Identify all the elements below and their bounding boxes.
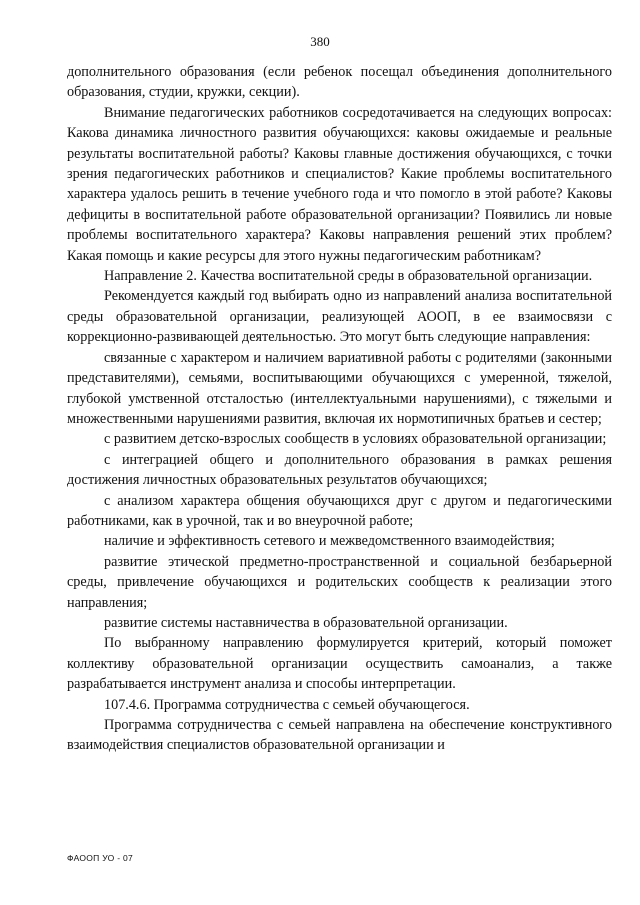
page-number: 380 bbox=[310, 34, 330, 49]
paragraph-questions: Внимание педагогических работников сосредотачивается на следующих вопросах: Какова динамика личностного развития обучающихся: каковы ожидаемые и реальные результаты воспитательной работы? Каковы главные достижения обучающихся, с точки зрения педагогических работников и специалистов? Какие проблемы воспитательного характера удалось решить в течение учебного года и что помогло в этой работе? Каковы дефициты в воспитательной работе образовательной организации? Появились ли новые проблемы воспитательного характера? Каковы направления решений этих проблем? Какая помощь и какие ресурсы для этого нужны педагогическим работникам? bbox=[67, 104, 612, 264]
footer-label: ФАООП УО - 07 bbox=[67, 853, 134, 863]
list-item: с интеграцией общего и дополнительного образования в рамках решения достижения личностных образовательных результатов обучающихся; bbox=[67, 451, 612, 489]
paragraph-criterion: По выбранному направлению формулируется критерий, который поможет коллективу образовательной организации осуществить самоанализ, а также разрабатывается инструмент анализа и способы интерпретации. bbox=[67, 635, 612, 693]
list-item: развитие системы наставничества в образовательной организации. bbox=[104, 614, 508, 631]
paragraph-family-program: Программа сотрудничества с семьей направлена на обеспечение конструктивного взаимодействия специалистов образовательной организации и bbox=[67, 717, 612, 754]
list-item: связанные с характером и наличием вариативной работы с родителями (законными представителями), семьями, воспитывающими обучающихся с умеренной, тяжелой, глубокой умственной отсталостью (интеллектуальными нарушениями), с тяжелыми и множественными нарушениями развития, включая их нормотипичных братьев и сестер; bbox=[67, 349, 612, 427]
list-item: развитие этической предметно-пространственной и социальной безбарьерной среды, привлечение обучающихся и родительских сообществ к реализации этого направления; bbox=[67, 553, 612, 611]
paragraph-recommendation: Рекомендуется каждый год выбирать одно из направлений анализа воспитательной среды образовательной организации, реализующей АООП, в ее взаимосвязи с коррекционно-развивающей деятельностью. Это могут быть следующие направления: bbox=[67, 288, 612, 346]
list-item: с анализом характера общения обучающихся друг с другом и педагогическими работниками, как в урочной, так и во внеурочной работе; bbox=[67, 492, 612, 529]
paragraph-continuation: дополнительного образования (если ребенок посещал объединения дополнительного образования, студии, кружки, секции). bbox=[67, 64, 612, 101]
body-text bbox=[67, 62, 612, 756]
list-item: с развитием детско-взрослых сообществ в условиях образовательной организации; bbox=[104, 431, 607, 448]
paragraph-direction-2: Направление 2. Качества воспитательной среды в образовательной организации. bbox=[104, 268, 593, 285]
section-heading: 107.4.6. Программа сотрудничества с семьей обучающегося. bbox=[104, 696, 470, 713]
list-item: наличие и эффективность сетевого и межведомственного взаимодействия; bbox=[104, 533, 555, 550]
